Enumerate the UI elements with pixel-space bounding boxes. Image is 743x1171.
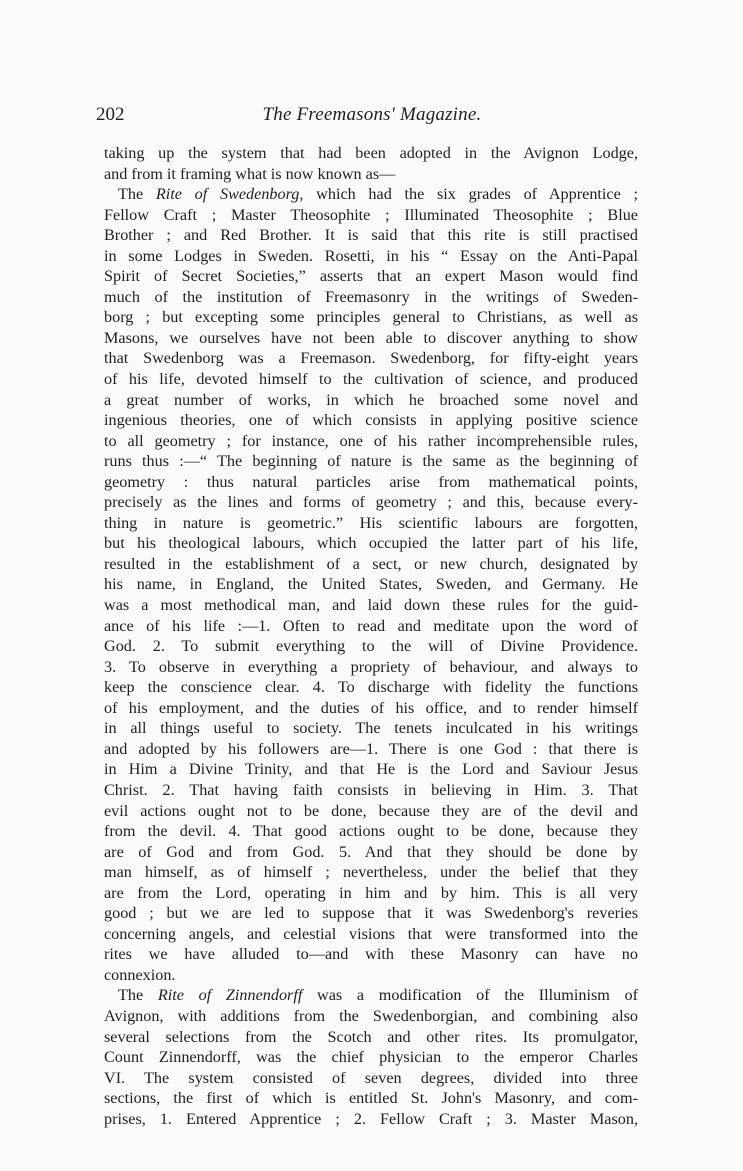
text-line: from the devil. 4. That good actions ought to be done, because they	[104, 822, 638, 841]
text-line: to all geometry ; for instance, one of his rather incomprehensible rules,	[104, 431, 638, 450]
text-line: precisely as the lines and forms of geometry ; and this, because every-	[104, 493, 638, 512]
text-line: was a most methodical man, and laid down these rules for the guid-	[104, 596, 638, 615]
text-line: are from the Lord, operating in him and by him. This is all very	[104, 883, 638, 902]
text-line: geometry : thus natural particles arise from mathematical points,	[104, 472, 638, 491]
text-line: taking up the system that had been adopted in the Avignon Lodge,	[104, 144, 638, 162]
text-line: prises, 1. Entered Apprentice ; 2. Fellow Craft ; 3. Master Mason,	[104, 1109, 638, 1128]
text-line: in some Lodges in Sweden. Rosetti, in his “ Essay on the Anti-Papal	[104, 246, 638, 265]
text-line: Fellow Craft ; Master Theosophite ; Illuminated Theosophite ; Blue	[104, 205, 638, 224]
text-line: 3. To observe in everything a propriety of behaviour, and always to	[104, 657, 638, 676]
text-line: Masons, we ourselves have not been able to discover anything to show	[104, 328, 638, 347]
text-line: of his employment, and the duties of his office, and to render himself	[104, 698, 638, 717]
text-line: borg ; but excepting some principles general to Christians, as well as	[104, 308, 638, 327]
text-line: Christ. 2. That having faith consists in believing in Him. 3. That	[104, 780, 638, 799]
text-line: a great number of works, in which he broached some novel and	[104, 390, 638, 409]
text-line: sections, the first of which is entitled St. John's Masonry, and com-	[104, 1089, 638, 1108]
text-line: thing in nature is geometric.” His scientific labours are forgotten,	[104, 513, 638, 532]
text-line: ance of his life :—1. Often to read and meditate upon the word of	[104, 616, 638, 635]
rite-name: Rite of Swedenborg,	[155, 185, 304, 204]
text-line: God. 2. To submit everything to the will of Divine Providence.	[104, 637, 638, 656]
text-line: keep the conscience clear. 4. To discharge with fidelity the functions	[104, 678, 638, 697]
text-line: and adopted by his followers are—1. There is one God : that there is	[104, 739, 638, 758]
running-title: The Freemasons' Magazine.	[262, 104, 482, 125]
text-line: are of God and from God. 5. And that they should be done by	[104, 842, 638, 861]
text-line: Brother ; and Red Brother. It is said that this rite is still practised	[104, 226, 638, 245]
text-line: in Him a Divine Trinity, and that He is the Lord and Saviour Jesus	[104, 760, 638, 779]
rite-name: Rite of Zinnendorff	[157, 986, 303, 1005]
text-line: runs thus :—“ The beginning of nature is the same as the beginning of	[104, 452, 638, 471]
text-line: of his life, devoted himself to the cultivation of science, and produced	[104, 370, 638, 389]
text-line: connexion.	[104, 965, 176, 984]
text-line: much of the institution of Freemasonry in the writings of Sweden-	[104, 287, 638, 306]
text-line: VI. The system consisted of seven degrees, divided into three	[104, 1068, 638, 1087]
text-line: rites we have alluded to—and with these Masonry can have no	[104, 945, 638, 964]
text-line: resulted in the establishment of a sect, or new church, designated by	[104, 554, 638, 573]
text-line: man himself, as of himself ; nevertheless, under the belief that they	[104, 863, 638, 882]
text-line: but his theological labours, which occupied the latter part of his life,	[104, 534, 638, 553]
text-line: Avignon, with additions from the Swedenborgian, and combining also	[104, 1006, 638, 1025]
text-line: good ; but we are led to suppose that it was Swedenborg's reveries	[104, 904, 638, 923]
text-line: and from it framing what is now known as—	[104, 164, 396, 183]
page-number: 202	[96, 104, 125, 125]
page-header	[96, 102, 648, 128]
text-line: The Rite of Swedenborg, which had the six grades of Apprentice ;	[118, 185, 638, 204]
text-line: concerning angels, and celestial visions that were transformed into the	[104, 924, 638, 943]
text-line: Count Zinnendorff, was the chief physician to the emperor Charles	[104, 1048, 638, 1067]
text-line: The Rite of Zinnendorff was a modification of the Illuminism of	[118, 986, 639, 1005]
article-body	[104, 143, 638, 1129]
text-line: evil actions ought not to be done, because they are of the devil and	[104, 801, 638, 820]
text-line: his name, in England, the United States, Sweden, and Germany. He	[104, 575, 638, 594]
text-line: ingenious theories, one of which consists in applying positive science	[104, 411, 638, 430]
text-line: several selections from the Scotch and other rites. Its promulgator,	[104, 1027, 638, 1046]
text-line: that Swedenborg was a Freemason. Swedenborg, for fifty-eight years	[104, 349, 638, 368]
text-line: in all things useful to society. The tenets inculcated in his writings	[104, 719, 638, 738]
text-line: Spirit of Secret Societies,” asserts that an expert Mason would find	[104, 267, 638, 286]
